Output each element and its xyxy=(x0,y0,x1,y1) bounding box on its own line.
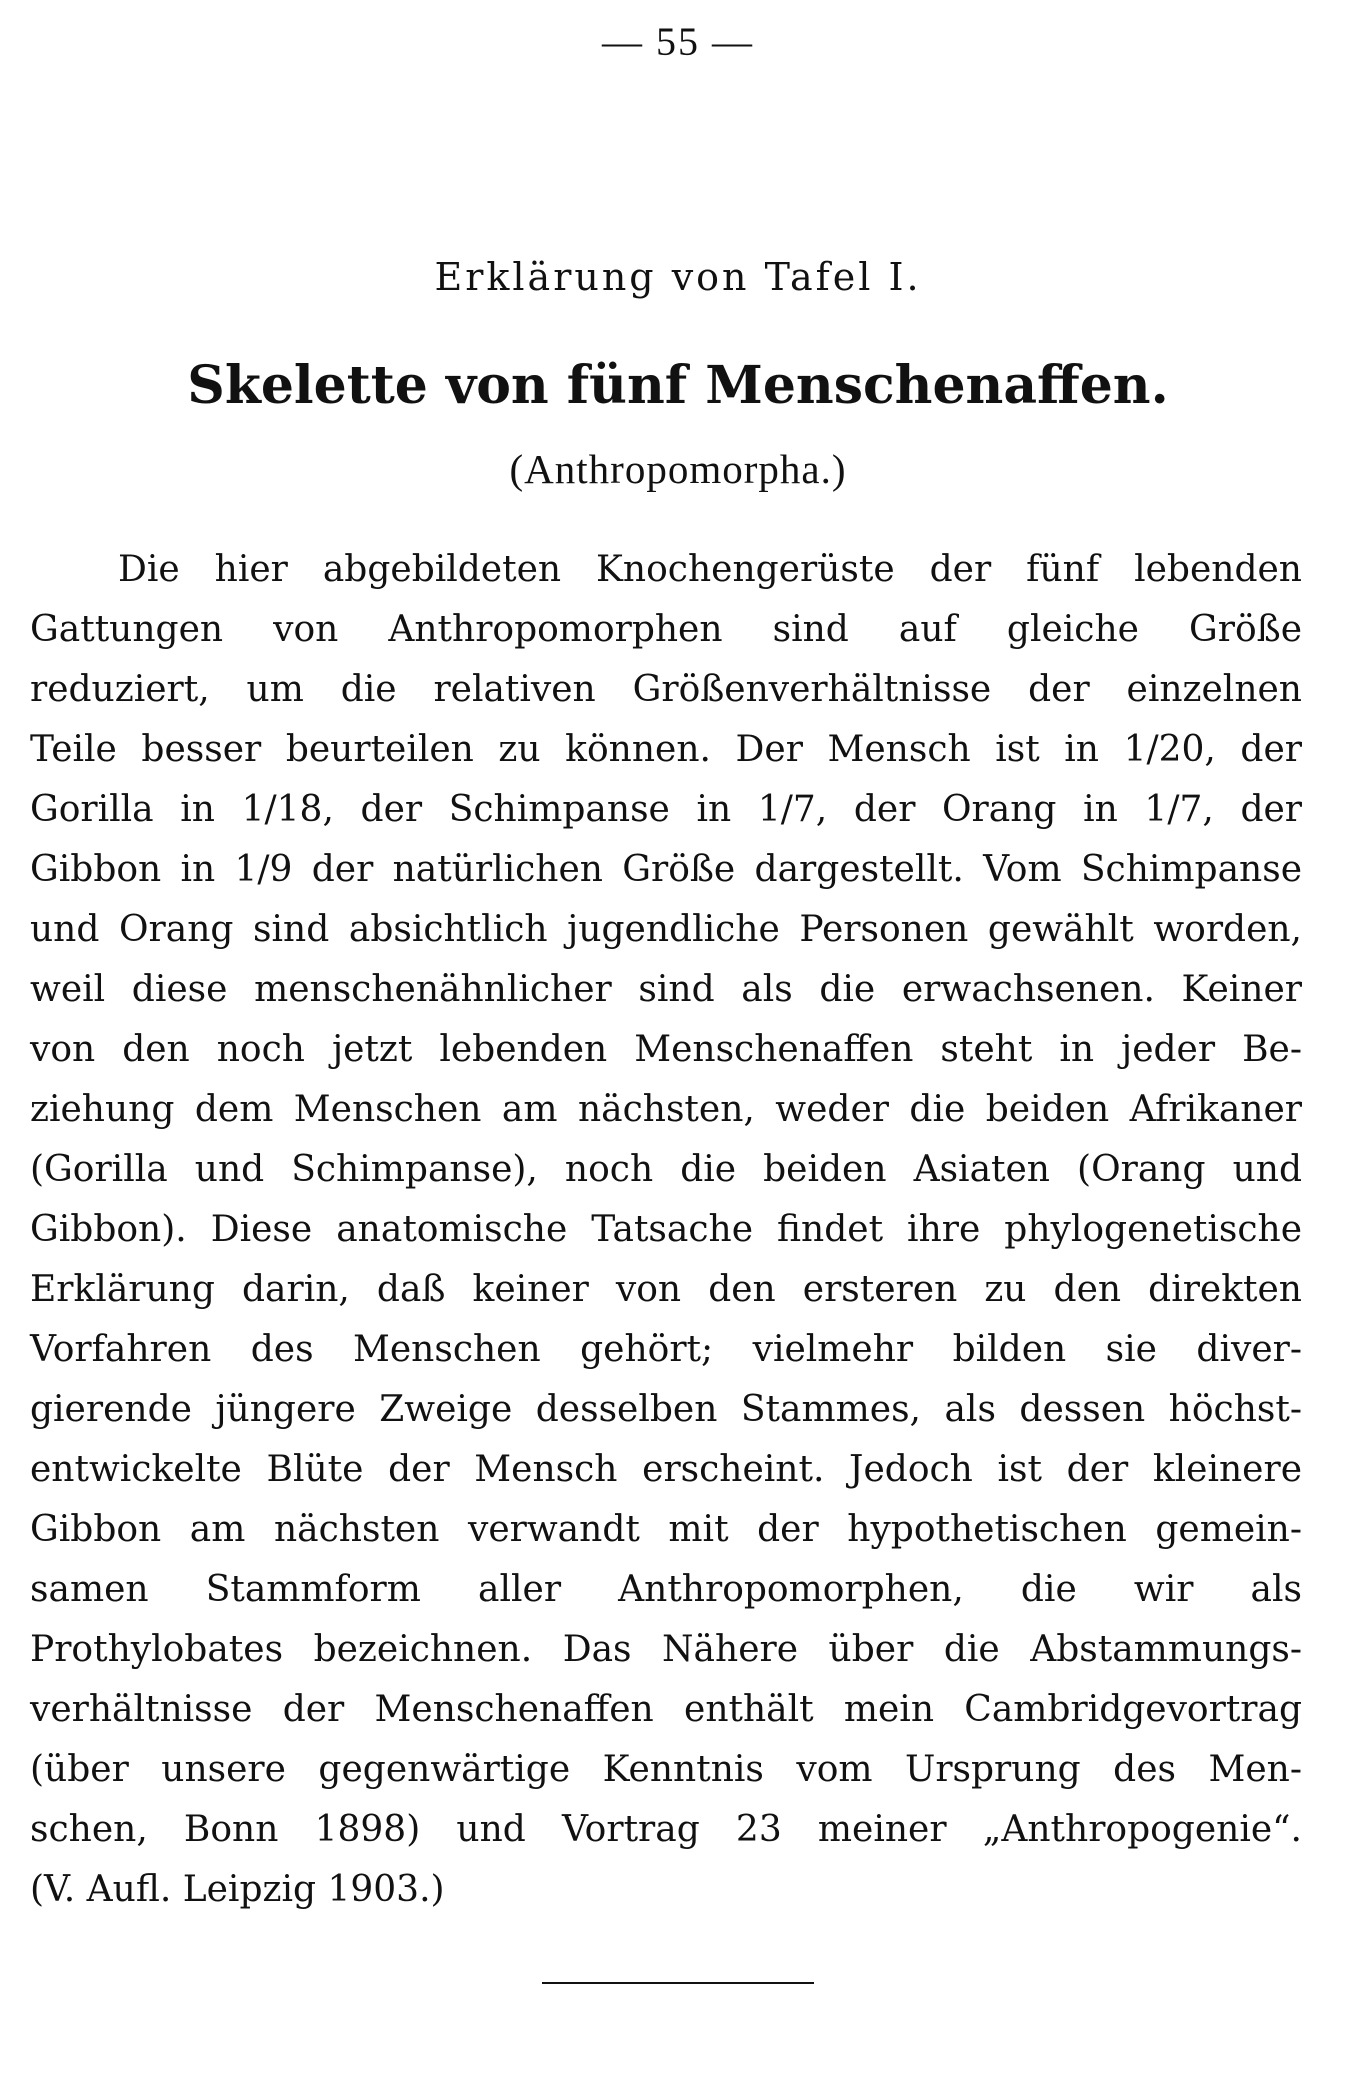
text-line: Gattungen von Anthropomorphen sind auf gleiche Größe xyxy=(30,609,1302,650)
text-line: Prothylobates bezeichnen. Das Nähere über die Abstammungs- xyxy=(30,1629,1302,1670)
page-subtitle: (Anthropomorpha.) xyxy=(509,446,847,492)
body-paragraph xyxy=(30,540,1302,1920)
text-line: samen Stammform aller Anthropomorphen, die wir als xyxy=(30,1569,1302,1610)
text-line: Teile besser beurteilen zu können. Der Mensch ist in 1/20, der xyxy=(30,729,1302,770)
text-line: Gibbon am nächsten verwandt mit der hypothetischen gemein- xyxy=(30,1509,1302,1550)
text-line: Gibbon). Diese anatomische Tatsache findet ihre phylogenetische xyxy=(30,1209,1302,1250)
text-line: (über unsere gegenwärtige Kenntnis vom Ursprung des Men- xyxy=(30,1749,1302,1790)
text-line: und Orang sind absichtlich jugendliche Personen gewählt worden, xyxy=(30,909,1302,950)
text-line: entwickelte Blüte der Mensch erscheint. Jedoch ist der kleinere xyxy=(30,1449,1302,1490)
text-line: (Gorilla und Schimpanse), noch die beiden Asiaten (Orang und xyxy=(30,1149,1302,1190)
text-line: gierende jüngere Zweige desselben Stammes, als dessen höchst- xyxy=(30,1389,1302,1430)
text-line: Gorilla in 1/18, der Schimpanse in 1/7, der Orang in 1/7, der xyxy=(30,789,1302,830)
footer-rule xyxy=(542,1982,814,1984)
text-line: (V. Aufl. Leipzig 1903.) xyxy=(30,1869,445,1910)
text-line: verhältnisse der Menschenaffen enthält mein Cambridgevortrag xyxy=(30,1689,1302,1730)
text-line: ziehung dem Menschen am nächsten, weder die beiden Afrikaner xyxy=(30,1089,1302,1130)
text-line: schen, Bonn 1898) und Vortrag 23 meiner „Anthropogenie“. xyxy=(30,1809,1302,1850)
text-line: Vorfahren des Menschen gehört; vielmehr bilden sie diver- xyxy=(30,1329,1302,1370)
text-line: reduziert, um die relativen Größenverhältnisse der einzelnen xyxy=(30,669,1302,710)
text-line: von den noch jetzt lebenden Menschenaffen steht in jeder Be- xyxy=(30,1029,1302,1070)
text-line: Gibbon in 1/9 der natürlichen Größe dargestellt. Vom Schimpanse xyxy=(30,849,1302,890)
page-number: — 55 — xyxy=(602,19,754,64)
plate-heading: Erklärung von Tafel I. xyxy=(434,255,922,299)
text-line: Die hier abgebildeten Knochengerüste der fünf lebenden xyxy=(118,549,1302,590)
page-title: Skelette von fünf Menschenaffen. xyxy=(187,355,1169,416)
text-line: weil diese menschenähnlicher sind als die erwachsenen. Keiner xyxy=(30,969,1302,1010)
text-line: Erklärung darin, daß keiner von den ersteren zu den direkten xyxy=(30,1269,1302,1310)
